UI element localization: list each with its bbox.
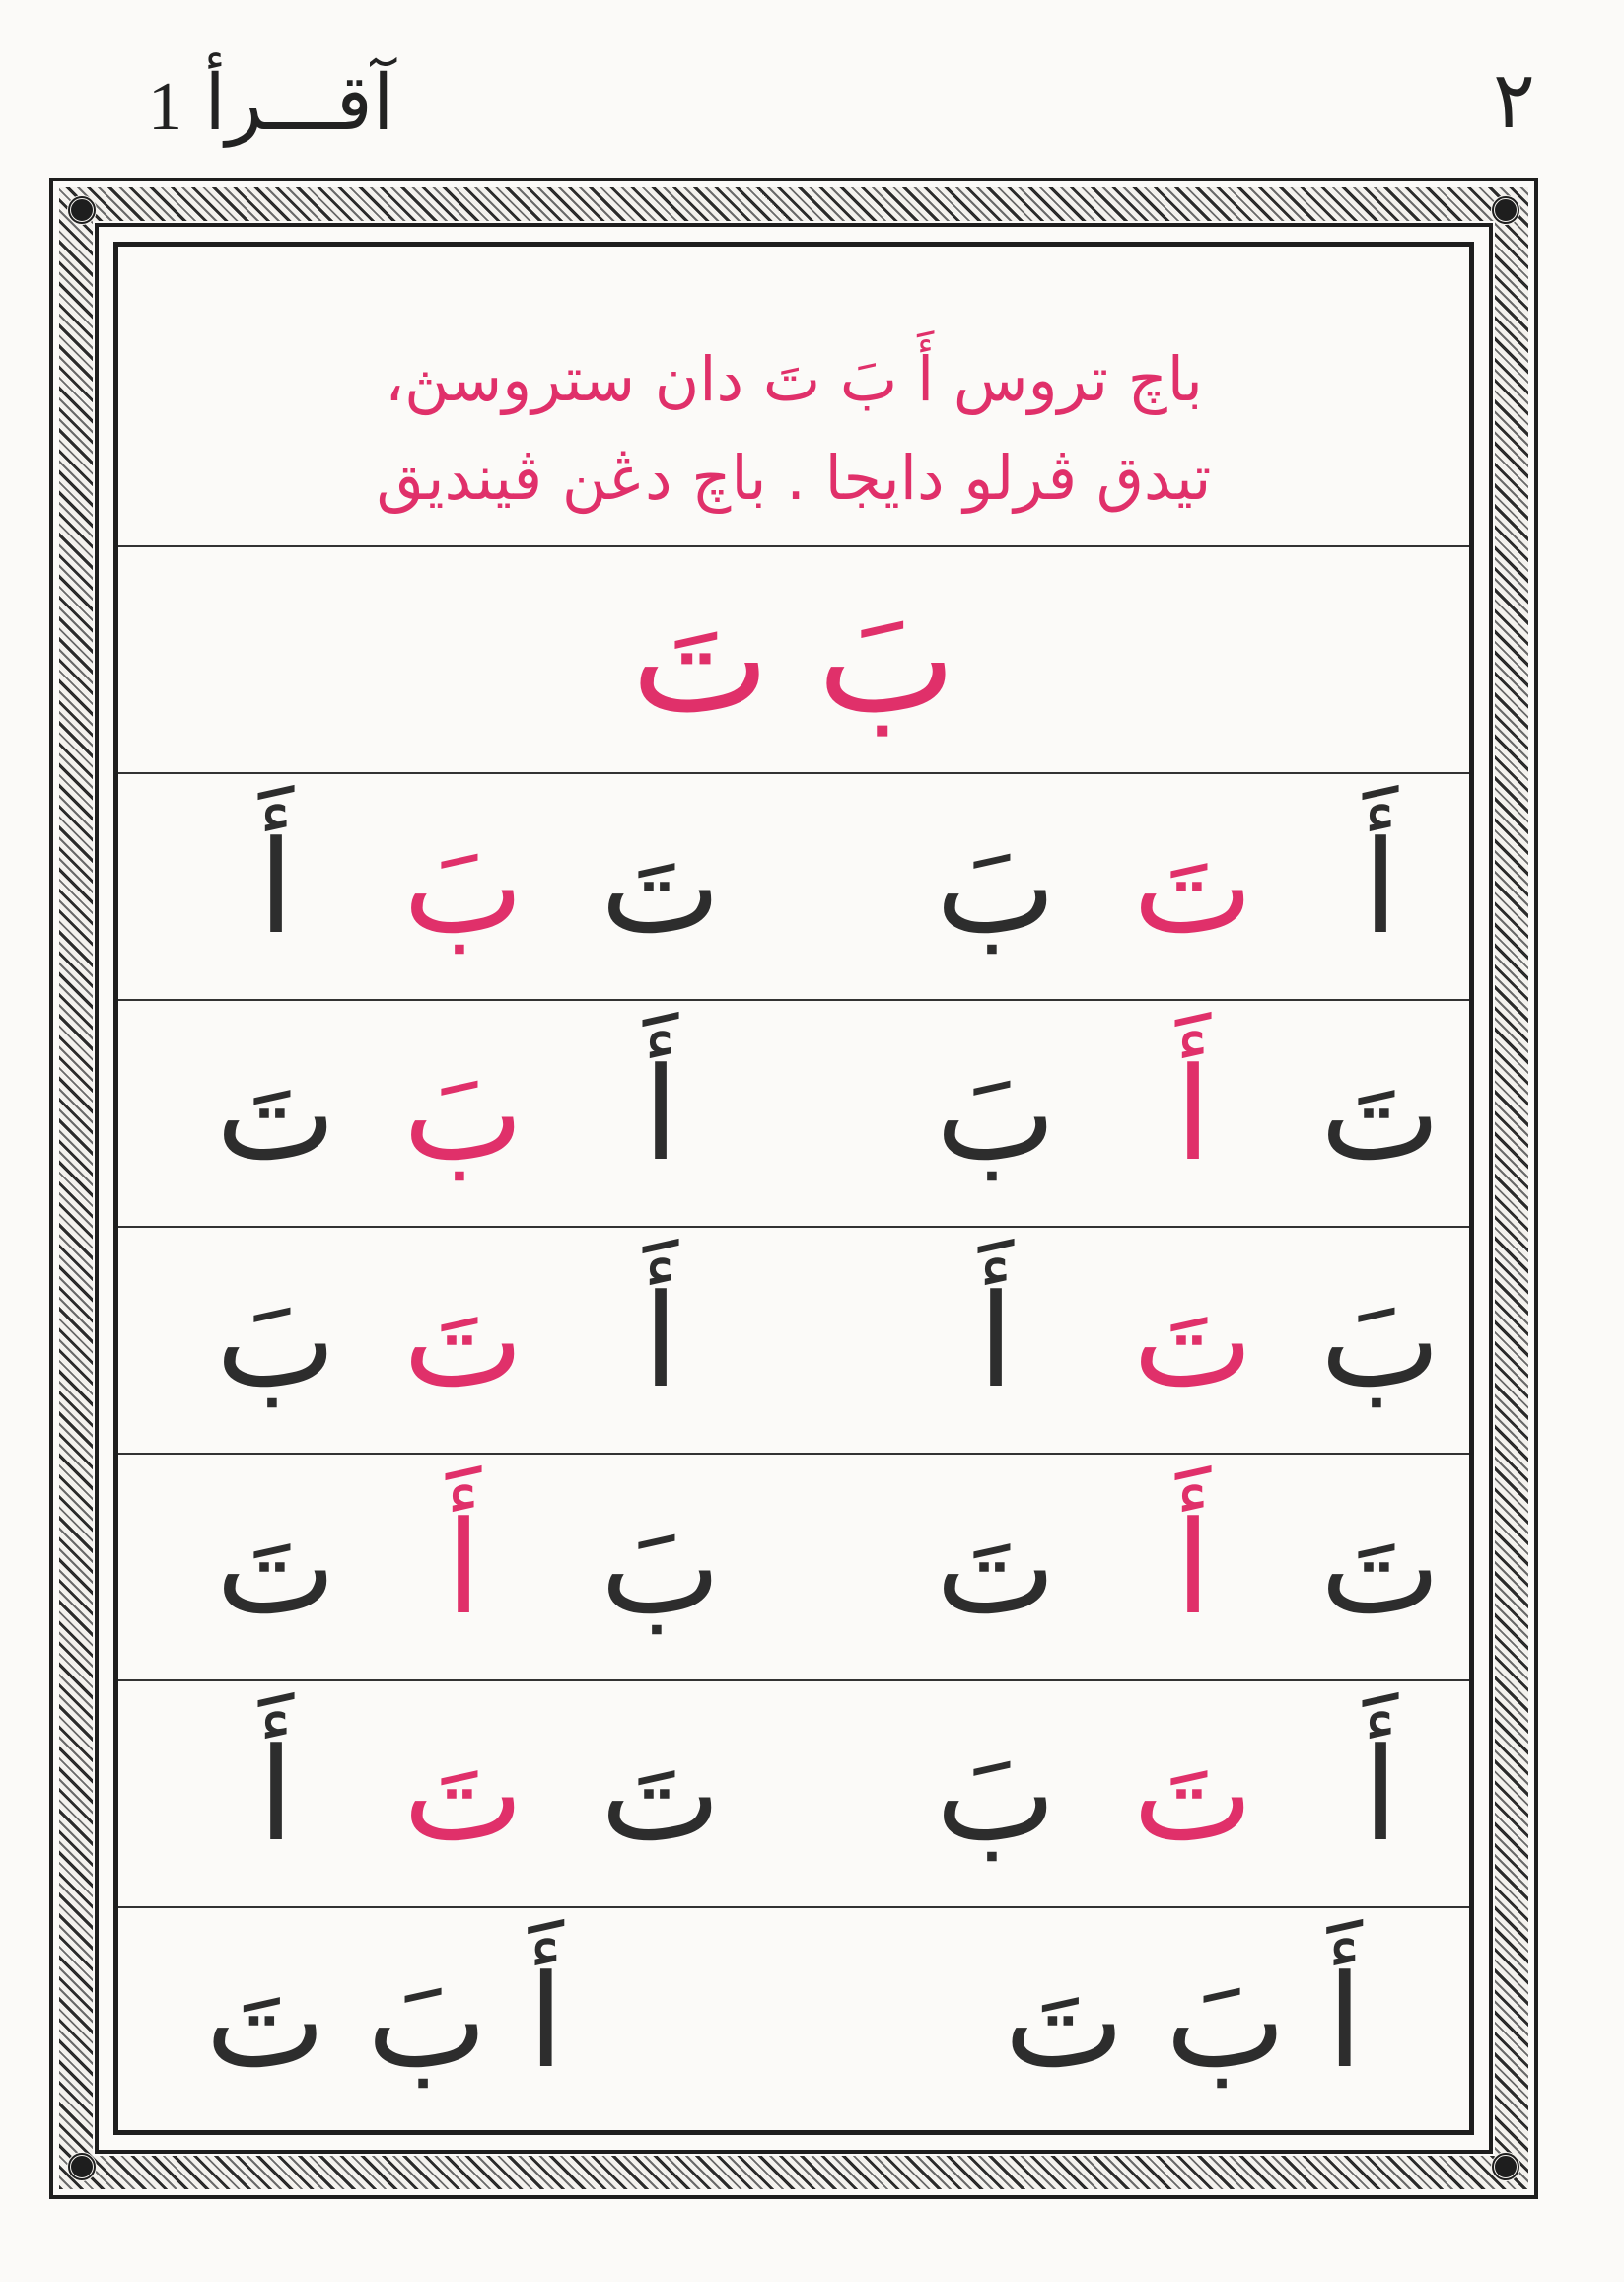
letter-cell: أَ [445,1493,482,1643]
new-letters-heading: بَ تَ [118,547,1469,774]
letter-cell: أَ [1362,813,1399,963]
letter-cell: بَ [1319,1266,1442,1416]
letter-cell: أَ [642,1039,679,1189]
letter-cell: أَ [642,1266,679,1416]
letter-cell: أَ [1362,1720,1399,1870]
letter-cell: تَ [1132,1266,1254,1416]
letter-cell: تَ [600,813,722,963]
instruction-line-1: باچ تروس أَ بَ تَ دان ستروسڽ، [385,343,1203,415]
lesson-panel [113,242,1474,2135]
letter-cell: تَ [1319,1039,1442,1189]
letter-cell: أَ [257,1720,295,1870]
practice-row-combined [118,1908,1469,2130]
letter-cell: بَ [215,1266,337,1416]
corner-ornament-icon [67,2152,97,2181]
letter-cell: تَ [600,1720,722,1870]
practice-row [118,1455,1469,1681]
corner-ornament-icon [1491,2152,1520,2181]
volume-number: 1 [148,69,182,145]
letter-cell: أَ [1174,1039,1212,1189]
letter-cell: بَ [402,813,525,963]
corner-ornament-icon [1491,195,1520,225]
book-title [118,59,394,148]
letter-cell: أَ [257,813,295,963]
practice-row [118,1681,1469,1908]
letter-cell: تَ [402,1720,525,1870]
letter-group-right: أَ بَ تَ [1004,1947,1363,2097]
letter-cell: تَ [1132,813,1254,963]
page-number: ٢ [1493,54,1535,146]
book-name: آقـــرأ [204,59,394,148]
letter-cell: تَ [215,1039,337,1189]
letter-cell: بَ [935,813,1057,963]
instruction-text [118,247,1469,547]
letter-cell: أَ [1174,1493,1212,1643]
letter-cell: بَ [402,1039,525,1189]
instruction-line-2: تيدق ڤرلو دايجا . باچ دڠن ڤينديق [376,442,1212,514]
letter-cell: تَ [215,1493,337,1643]
letter-cell: بَ [935,1039,1057,1189]
letter-cell: تَ [935,1493,1057,1643]
practice-row [118,1228,1469,1455]
letter-cell: تَ [1319,1493,1442,1643]
letter-group-left: أَ بَ تَ [205,1947,564,2097]
letter-cell: تَ [1132,1720,1254,1870]
practice-row [118,774,1469,1001]
practice-row [118,1001,1469,1228]
letter-cell: أَ [977,1266,1015,1416]
letter-cell: بَ [935,1720,1057,1870]
letter-cell: بَ [600,1493,722,1643]
letter-cell: تَ [402,1266,525,1416]
corner-ornament-icon [67,195,97,225]
